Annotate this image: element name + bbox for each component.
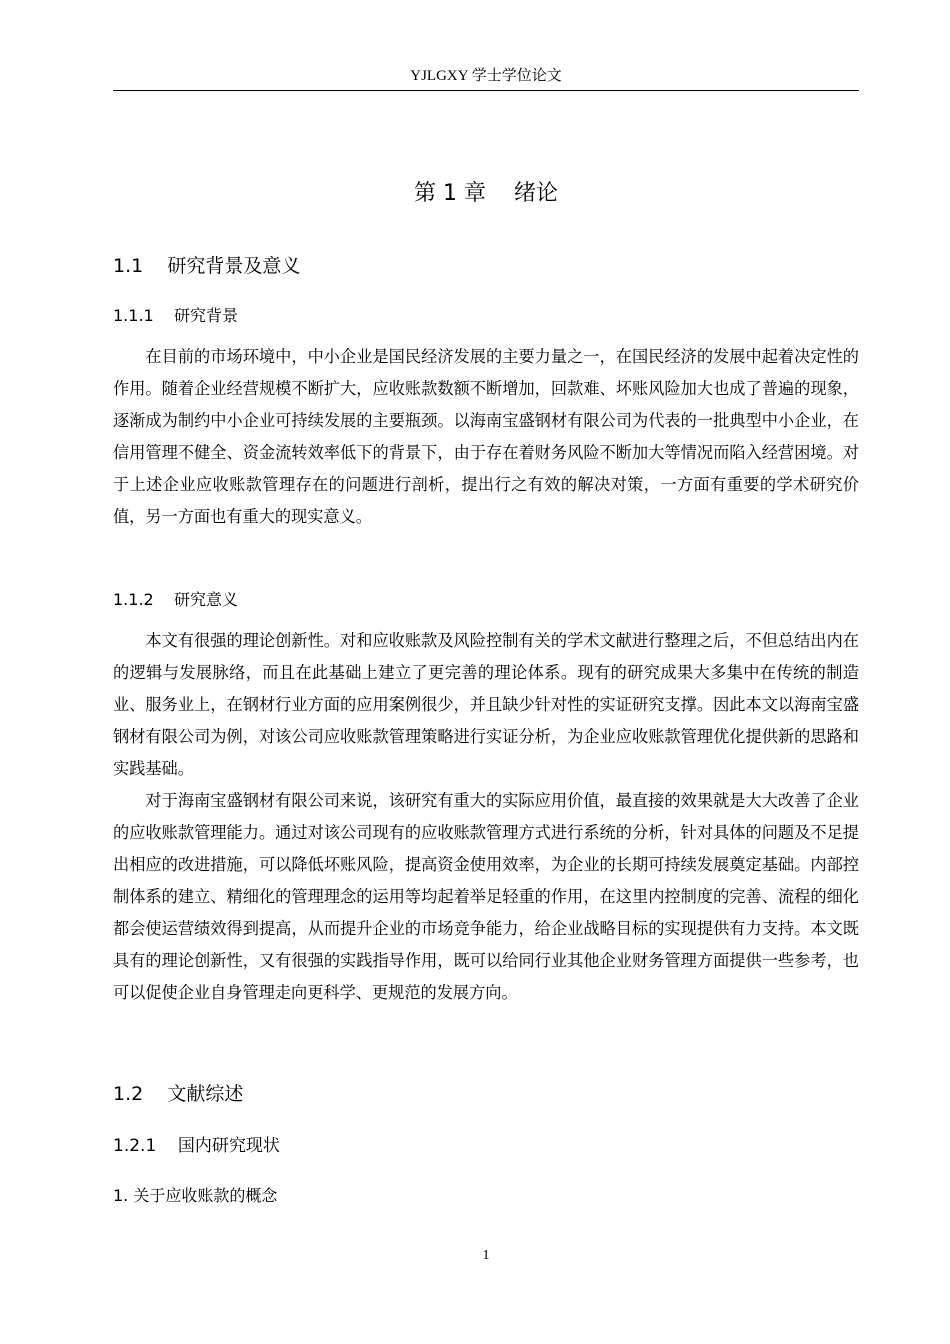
subsection-heading-1-2-1: 1.2.1 国内研究现状 bbox=[113, 1136, 280, 1156]
paragraph-research-significance-1: 本文有很强的理论创新性。对和应收账款及风险控制有关的学术文献进行整理之后，不但总结出内在的逻辑与发展脉络，而且在此基础上建立了更完善的理论体系。现有的研究成果大多集中在传统的制造业、服务业上，在钢材行业方面的应用案例很少，并且缺少针对性的实证研究支撑。因此本文以海南宝盛钢材有限公司为例，对该公司应收账款管理策略进行实证分析，为企业应收账款管理优化提供新的思路和实践基础。 bbox=[113, 631, 859, 778]
running-header: YJLGXY 学士学位论文 bbox=[410, 68, 562, 84]
list-item-heading: 1. 关于应收账款的概念 bbox=[113, 1186, 278, 1205]
header-rule bbox=[113, 90, 859, 91]
subsection-heading-1-1-2: 1.1.2 研究意义 bbox=[113, 590, 239, 609]
chapter-title: 第 1 章 绪论 bbox=[414, 181, 558, 206]
paragraph-research-background: 在目前的市场环境中，中小企业是国民经济发展的主要力量之一，在国民经济的发展中起着决定性的作用。随着企业经营规模不断扩大，应收账款数额不断增加，回款难、坏账风险加大也成了普遍的现象，逐渐成为制约中小企业可持续发展的主要瓶颈。以海南宝盛钢材有限公司为代表的一批典型中小企业，在信用管理不健全、资金流转效率低下的背景下，由于存在着财务风险不断加大等情况而陷入经营困境。对于上述企业应收账款管理存在的问题进行剖析，提出行之有效的解决对策，一方面有重要的学术研究价值，另一方面也有重大的现实意义。 bbox=[113, 347, 859, 526]
subsection-heading-1-1-1: 1.1.1 研究背景 bbox=[113, 306, 239, 325]
section-heading-1-2: 1.2 文献综述 bbox=[113, 1083, 244, 1105]
paragraph-research-significance-2: 对于海南宝盛钢材有限公司来说，该研究有重大的实际应用价值，最直接的效果就是大大改善了企业的应收账款管理能力。通过对该公司现有的应收账款管理方式进行系统的分析，针对具体的问题及不足提出相应的改进措施，可以降低坏账风险，提高资金使用效率，为企业的长期可持续发展奠定基础。内部控制体系的建立、精细化的管理理念的运用等均起着举足轻重的作用，在这里内控制度的完善、流程的细化都会使运营绩效得到提高，从而提升企业的市场竞争能力，给企业战略目标的实现提供有力支持。本文既具有的理论创新性，又有很强的实践指导作用，既可以给同行业其他企业财务管理方面提供一些参考，也可以促使企业自身管理走向更科学、更规范的发展方向。 bbox=[113, 791, 859, 1002]
page-number: 1 bbox=[482, 1248, 490, 1263]
section-heading-1-1: 1.1 研究背景及意义 bbox=[113, 255, 301, 277]
